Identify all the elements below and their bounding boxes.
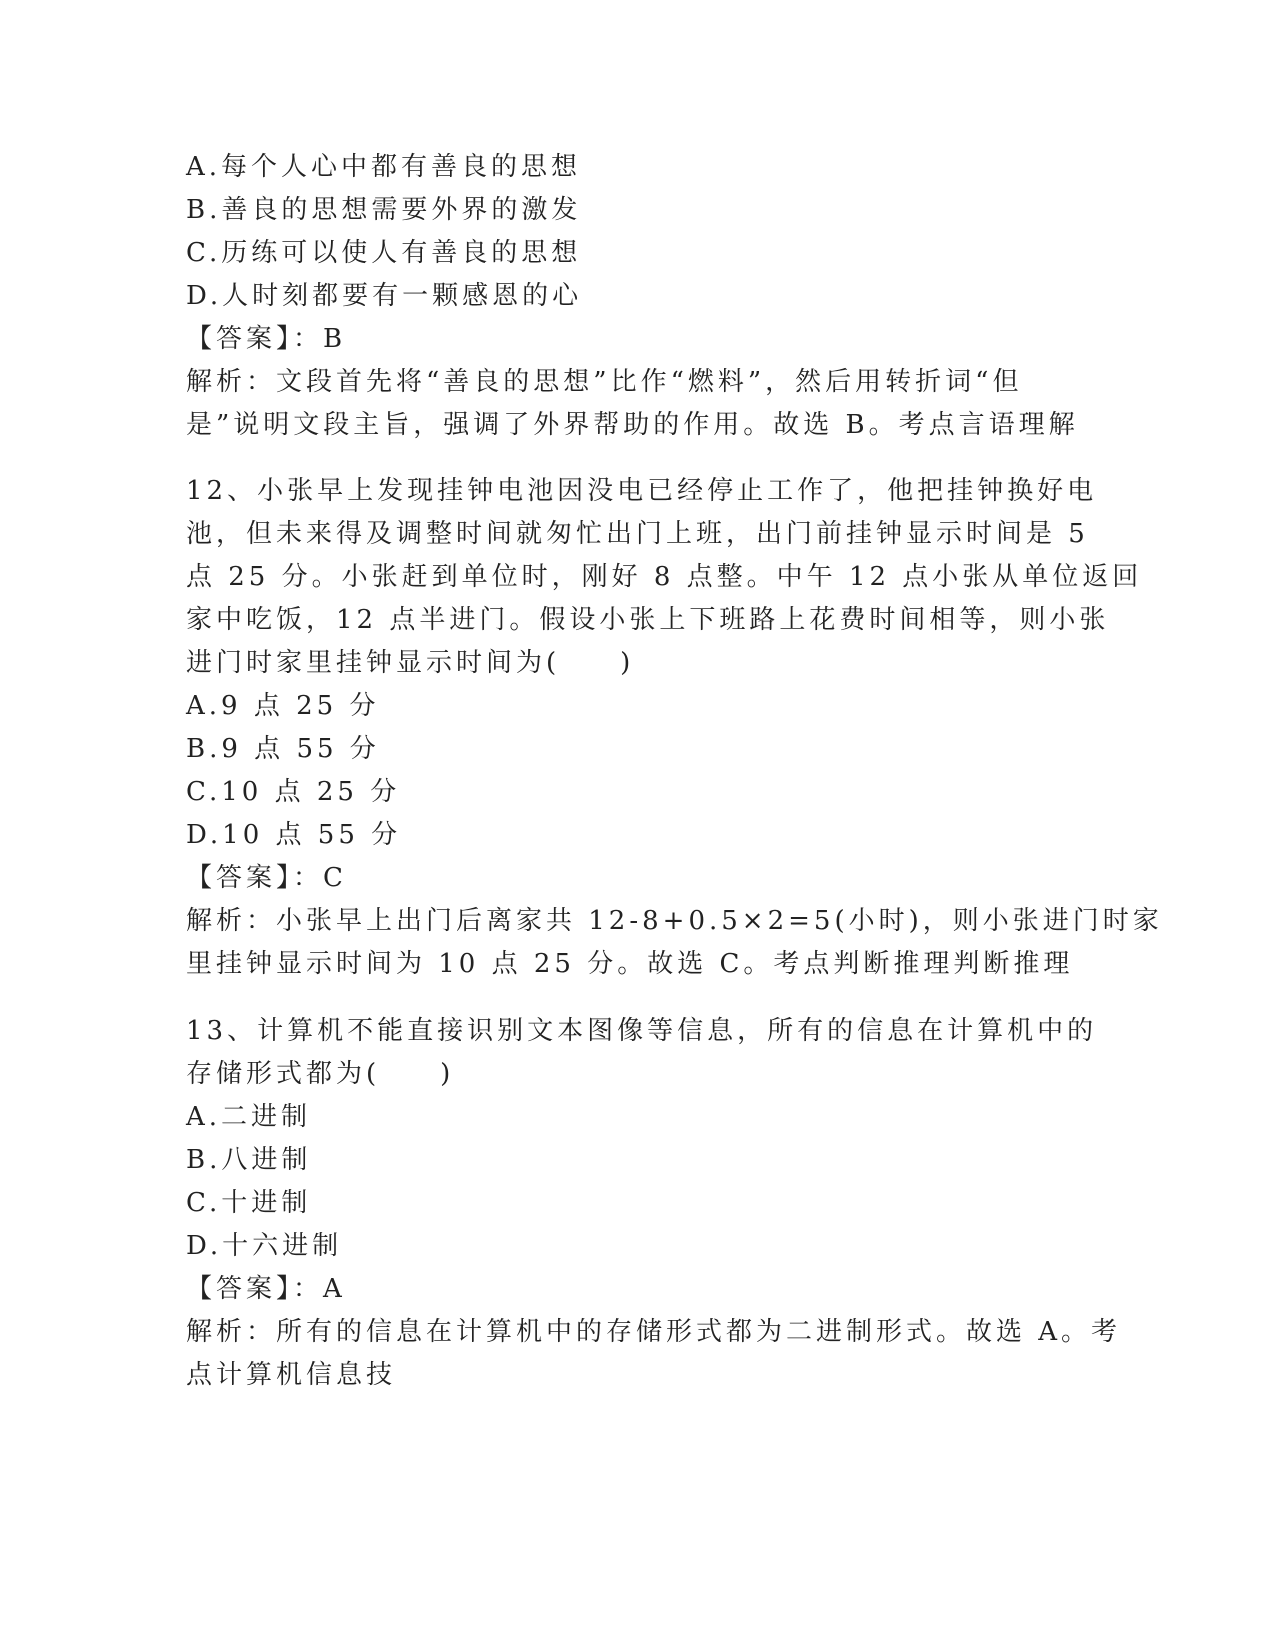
analysis-line: 解析：小张早上出门后离家共 12-8+0.5×2=5(小时)，则小张进门时家 xyxy=(186,906,1163,936)
option-d: D.人时刻都要有一颗感恩的心 xyxy=(186,281,583,311)
question-stem-line: 家中吃饭，12 点半进门。假设小张上下班路上花费时间相等，则小张 xyxy=(186,605,1110,635)
option-b: B.八进制 xyxy=(186,1145,312,1175)
option-a: A.二进制 xyxy=(186,1102,312,1132)
question-13-section xyxy=(186,1010,1122,1397)
analysis-line: 是”说明文段主旨，强调了外界帮助的作用。故选 B。考点言语理解 xyxy=(186,410,1079,440)
question-11-section xyxy=(186,146,1079,447)
analysis-line: 解析：文段首先将“善良的思想”比作“燃料”，然后用转折词“但 xyxy=(186,367,1023,397)
answer-line: 【答案】：B xyxy=(186,324,347,354)
question-stem-line: 池，但未来得及调整时间就匆忙出门上班，出门前挂钟显示时间是 5 xyxy=(186,519,1089,549)
option-d: D.10 点 55 分 xyxy=(186,820,402,850)
option-a: A.9 点 25 分 xyxy=(186,691,380,721)
answer-line: 【答案】：C xyxy=(186,863,347,893)
question-stem-line: 12、小张早上发现挂钟电池因没电已经停止工作了，他把挂钟换好电 xyxy=(186,476,1098,506)
answer-line: 【答案】：A xyxy=(186,1274,346,1304)
question-stem-line: 存储形式都为( ) xyxy=(186,1059,455,1089)
option-c: C.十进制 xyxy=(186,1188,312,1218)
option-b: B.9 点 55 分 xyxy=(186,734,380,764)
question-stem-line: 13、计算机不能直接识别文本图像等信息，所有的信息在计算机中的 xyxy=(186,1016,1098,1046)
question-stem-line: 点 25 分。小张赶到单位时，刚好 8 点整。中午 12 点小张从单位返回 xyxy=(186,562,1143,592)
analysis-line: 点计算机信息技 xyxy=(186,1360,397,1390)
option-a: A.每个人心中都有善良的思想 xyxy=(186,152,582,182)
question-stem-line: 进门时家里挂钟显示时间为( ) xyxy=(186,648,635,678)
option-d: D.十六进制 xyxy=(186,1231,343,1261)
option-c: C.10 点 25 分 xyxy=(186,777,401,807)
option-b: B.善良的思想需要外界的激发 xyxy=(186,195,582,225)
analysis-line: 解析：所有的信息在计算机中的存储形式都为二进制形式。故选 A。考 xyxy=(186,1317,1122,1347)
option-c: C.历练可以使人有善良的思想 xyxy=(186,238,582,268)
question-12-section xyxy=(186,470,1163,986)
analysis-line: 里挂钟显示时间为 10 点 25 分。故选 C。考点判断推理判断推理 xyxy=(186,949,1074,979)
